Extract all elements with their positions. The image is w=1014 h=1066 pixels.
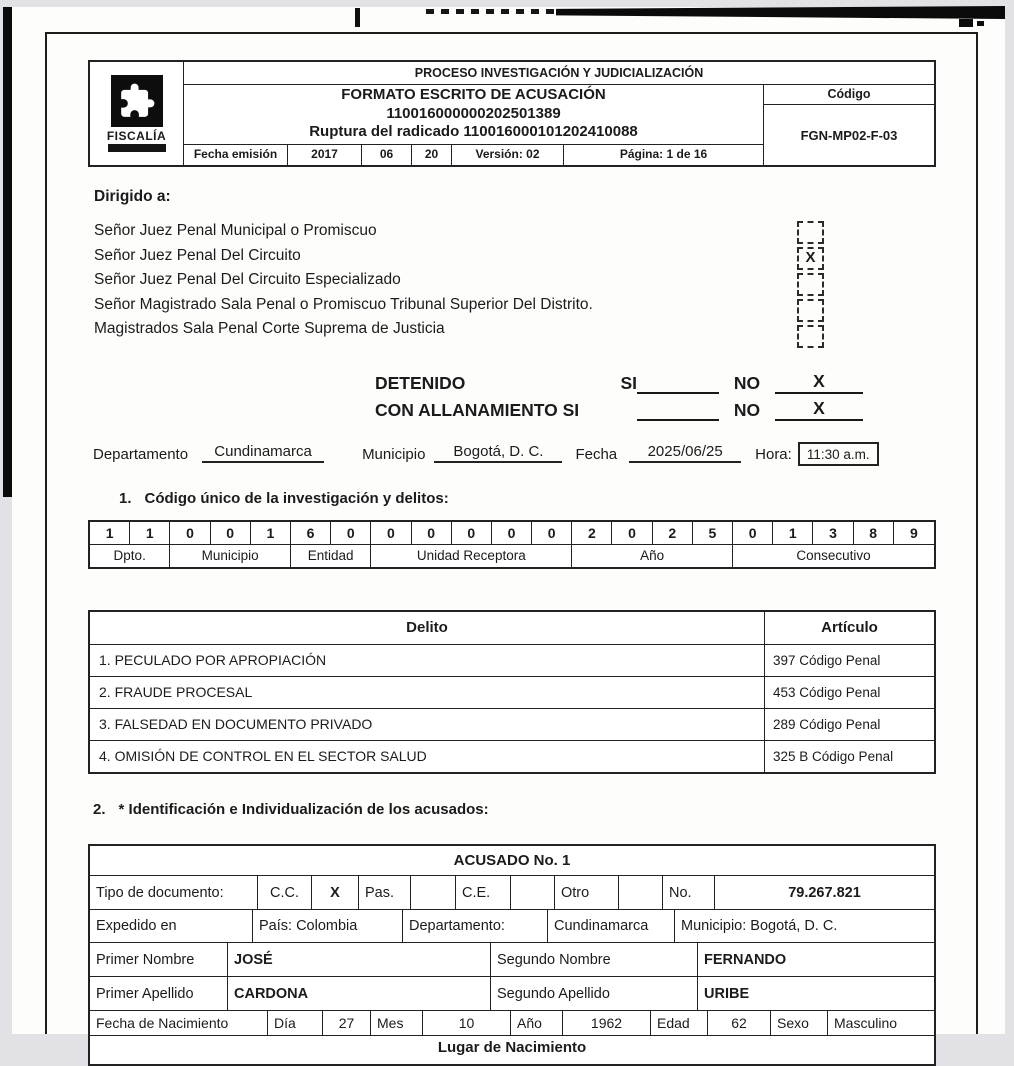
allanamiento-no-mark: X: [775, 397, 863, 421]
segundo-nombre-label: Segundo Nombre: [490, 943, 697, 976]
fecha-value: 2025/06/25: [629, 443, 741, 463]
fecha-label: Fecha: [575, 446, 618, 463]
fiscalia-logo-text: FISCALÍA: [106, 129, 167, 143]
fiscalia-logo-strip: [108, 144, 166, 152]
segundo-nombre-value: FERNANDO: [697, 943, 934, 976]
codigo-box: [764, 85, 934, 165]
allanamiento-si-blank: [637, 419, 719, 421]
version-label: Versión: 02: [452, 145, 564, 165]
pais-value: País: Colombia: [252, 910, 402, 942]
fecha-emision-year: 2017: [288, 145, 362, 165]
allanamiento-no-label: NO: [733, 400, 761, 420]
codigo-unico-table: [88, 520, 936, 569]
form-content: [88, 57, 936, 1066]
digit-cell: 0: [532, 522, 572, 545]
numero-label: No.: [662, 876, 714, 909]
departamento-doc-label: Departamento:: [402, 910, 547, 942]
acusado-title: ACUSADO No. 1: [453, 852, 571, 869]
hora-value: 11:30 a.m.: [798, 442, 879, 466]
dirigido-option-label: Señor Magistrado Sala Penal o Promiscuo Tribunal Superior Del Distrito.: [94, 295, 593, 313]
digit-cell: 0: [211, 522, 251, 545]
digit-cell: 1: [130, 522, 170, 545]
form-title: FORMATO ESCRITO DE ACUSACIÓN: [341, 86, 606, 103]
cc-mark: X: [311, 876, 358, 909]
checkbox-juez-especializado: [797, 273, 824, 296]
detenido-si-blank: [637, 392, 719, 394]
delito-row: [90, 644, 934, 676]
dirigido-checkbox-column: [797, 219, 824, 348]
delitos-table: [88, 610, 936, 774]
codigo-unico-group-labels: [90, 545, 934, 567]
ce-mark: [510, 876, 554, 909]
checkbox-juez-circuito: X: [797, 247, 824, 270]
pas-label: Pas.: [358, 876, 410, 909]
tipo-documento-row: [90, 875, 934, 909]
primer-apellido-label: Primer Apellido: [96, 985, 194, 1002]
group-label-municipio: Municipio: [170, 545, 291, 567]
dirigido-title: Dirigido a:: [94, 188, 171, 205]
apellidos-row: [90, 976, 934, 1010]
edad-label: Edad: [650, 1011, 707, 1035]
digit-cell: 0: [170, 522, 210, 545]
scan-speck-artifact: [959, 19, 973, 27]
edad-value: 62: [707, 1011, 770, 1035]
group-label-dpto: Dpto.: [90, 545, 170, 567]
case-number: 110016000000202501389: [386, 104, 561, 122]
fiscalia-logo-icon: [111, 75, 163, 127]
header-right: [184, 62, 934, 165]
page-indicator: Página: 1 de 16: [619, 147, 708, 161]
checkbox-magistrado-tribunal: [797, 299, 824, 322]
digit-cell: 1: [90, 522, 130, 545]
digit-cell: 8: [854, 522, 894, 545]
detenido-no-mark: X: [775, 370, 863, 394]
location-date-line: [88, 442, 936, 463]
delito-cell: 3. FALSEDAD EN DOCUMENTO PRIVADO: [90, 708, 764, 740]
primer-nombre-label: Primer Nombre: [96, 951, 195, 968]
expedido-label: Expedido en: [96, 918, 177, 934]
detenido-label: DETENIDO: [375, 373, 466, 393]
dirigido-option-label: Señor Juez Penal Municipal o Promiscuo: [94, 222, 377, 239]
digit-cell: 1: [773, 522, 813, 545]
segundo-apellido-label: Segundo Apellido: [490, 977, 697, 1010]
cc-label: C.C.: [257, 876, 311, 909]
digit-cell: 9: [894, 522, 934, 545]
group-label-consecutivo: Consecutivo: [796, 548, 871, 563]
segundo-apellido-value: URIBE: [697, 977, 934, 1010]
delito-cell: 2. FRAUDE PROCESAL: [90, 676, 764, 708]
form-header: [88, 60, 936, 167]
group-label-entidad: Entidad: [291, 545, 371, 567]
dirigido-option-label: Señor Juez Penal Del Circuito Especializado: [94, 271, 401, 288]
departamento-doc-value: Cundinamarca: [547, 910, 674, 942]
hora-label: Hora:: [755, 446, 792, 463]
digit-cell: 0: [371, 522, 411, 545]
acusado-title-row: [90, 846, 934, 875]
sexo-value: Masculino: [827, 1011, 934, 1035]
digit-cell: 6: [291, 522, 331, 545]
municipio-value: Bogotá, D. C.: [434, 443, 562, 463]
sexo-label: Sexo: [770, 1011, 827, 1035]
fecha-emision-label: Fecha emisión: [184, 145, 288, 165]
digit-cell: 5: [693, 522, 733, 545]
ano-label: Año: [510, 1011, 562, 1035]
section2-number: 2.: [93, 801, 106, 818]
lugar-nacimiento-row: [90, 1035, 934, 1064]
departamento-value: Cundinamarca: [202, 443, 324, 463]
detenido-no-label: NO: [733, 373, 761, 393]
scan-speck-artifact: [977, 21, 984, 26]
detenido-section: [88, 367, 936, 421]
primer-nombre-value: JOSÉ: [227, 943, 490, 976]
ano-value: 1962: [562, 1011, 650, 1035]
acusado-table: [88, 844, 936, 1066]
documento-numero: 79.267.821: [714, 876, 934, 909]
digit-cell: 0: [412, 522, 452, 545]
digit-cell: 0: [733, 522, 773, 545]
group-label-unidad-receptora: Unidad Receptora: [371, 545, 572, 567]
scan-edge-dashes: [426, 9, 556, 14]
fecha-nacimiento-label: Fecha de Nacimiento: [96, 1015, 229, 1031]
section1-number: 1.: [119, 490, 132, 507]
digit-cell: 1: [251, 522, 291, 545]
dia-value: 27: [322, 1011, 370, 1035]
articulo-cell: 325 B Código Penal: [764, 740, 934, 772]
digit-cell: 0: [612, 522, 652, 545]
process-line: PROCESO INVESTIGACIÓN Y JUDICIALIZACIÓN: [184, 62, 934, 85]
digit-cell: 2: [572, 522, 612, 545]
section2-title: 2. * Identificación e Individualización de los acusados:: [93, 801, 489, 818]
form-title-block: [184, 85, 763, 144]
fecha-emision-month: 06: [362, 145, 412, 165]
scan-tick-artifact: [355, 8, 360, 27]
digit-cell: 0: [331, 522, 371, 545]
delitos-header-row: [90, 612, 934, 644]
otro-mark: [618, 876, 662, 909]
delito-column-header: Delito: [406, 619, 448, 636]
departamento-label: Departamento: [93, 446, 189, 463]
fiscalia-logo: [90, 62, 184, 165]
tipo-documento-label: Tipo de documento:: [96, 884, 224, 901]
digit-cell: 0: [452, 522, 492, 545]
expedido-row: [90, 909, 934, 942]
delito-row: [90, 740, 934, 772]
municipio-label: Municipio: [362, 446, 426, 463]
dirigido-list: [88, 219, 797, 348]
ruptura-line: Ruptura del radicado 110016000101202410088: [309, 123, 638, 140]
digit-cell: 3: [813, 522, 853, 545]
codigo-value: FGN-MP02-F-03: [800, 127, 898, 143]
delito-row: [90, 708, 934, 740]
detenido-si-label: SI: [620, 373, 637, 393]
delito-cell: 1. PECULADO POR APROPIACIÓN: [90, 644, 764, 676]
mes-value: 10: [422, 1011, 510, 1035]
group-label-ano: Año: [572, 545, 733, 567]
delito-cell: 4. OMISIÓN DE CONTROL EN EL SECTOR SALUD: [90, 740, 764, 772]
delito-row: [90, 676, 934, 708]
allanamiento-label: CON ALLANAMIENTO SI: [375, 400, 580, 420]
municipio-doc-value: Municipio: Bogotá, D. C.: [674, 910, 934, 942]
emission-date-row: [184, 144, 763, 165]
nombres-row: [90, 942, 934, 976]
dia-label: Día: [267, 1011, 322, 1035]
checkbox-juez-municipal: [797, 221, 824, 244]
fecha-emision-day: 20: [412, 145, 452, 165]
articulo-column-header: Artículo: [764, 612, 934, 644]
articulo-cell: 397 Código Penal: [764, 644, 934, 676]
otro-label: Otro: [554, 876, 618, 909]
articulo-cell: 289 Código Penal: [764, 708, 934, 740]
primer-apellido-value: CARDONA: [227, 977, 490, 1010]
mes-label: Mes: [370, 1011, 422, 1035]
pas-mark: [410, 876, 455, 909]
ce-label: C.E.: [455, 876, 510, 909]
articulo-cell: 453 Código Penal: [764, 676, 934, 708]
dirigido-section: [88, 219, 936, 348]
dirigido-option-label: Magistrados Sala Penal Corte Suprema de Justicia: [94, 320, 445, 337]
section1-title: 1. Código único de la investigación y delitos:: [119, 490, 449, 507]
scan-edge-artifact-left: [3, 7, 12, 497]
digit-cell: 2: [653, 522, 693, 545]
checkbox-magistrados-corte: [797, 325, 824, 348]
nacimiento-row: [90, 1010, 934, 1035]
codigo-unico-digits: [90, 522, 934, 545]
digit-cell: 0: [492, 522, 532, 545]
codigo-label: Código: [764, 85, 934, 105]
lugar-nacimiento-label: Lugar de Nacimiento: [437, 1039, 587, 1056]
dirigido-option-label: Señor Juez Penal Del Circuito: [94, 246, 301, 264]
